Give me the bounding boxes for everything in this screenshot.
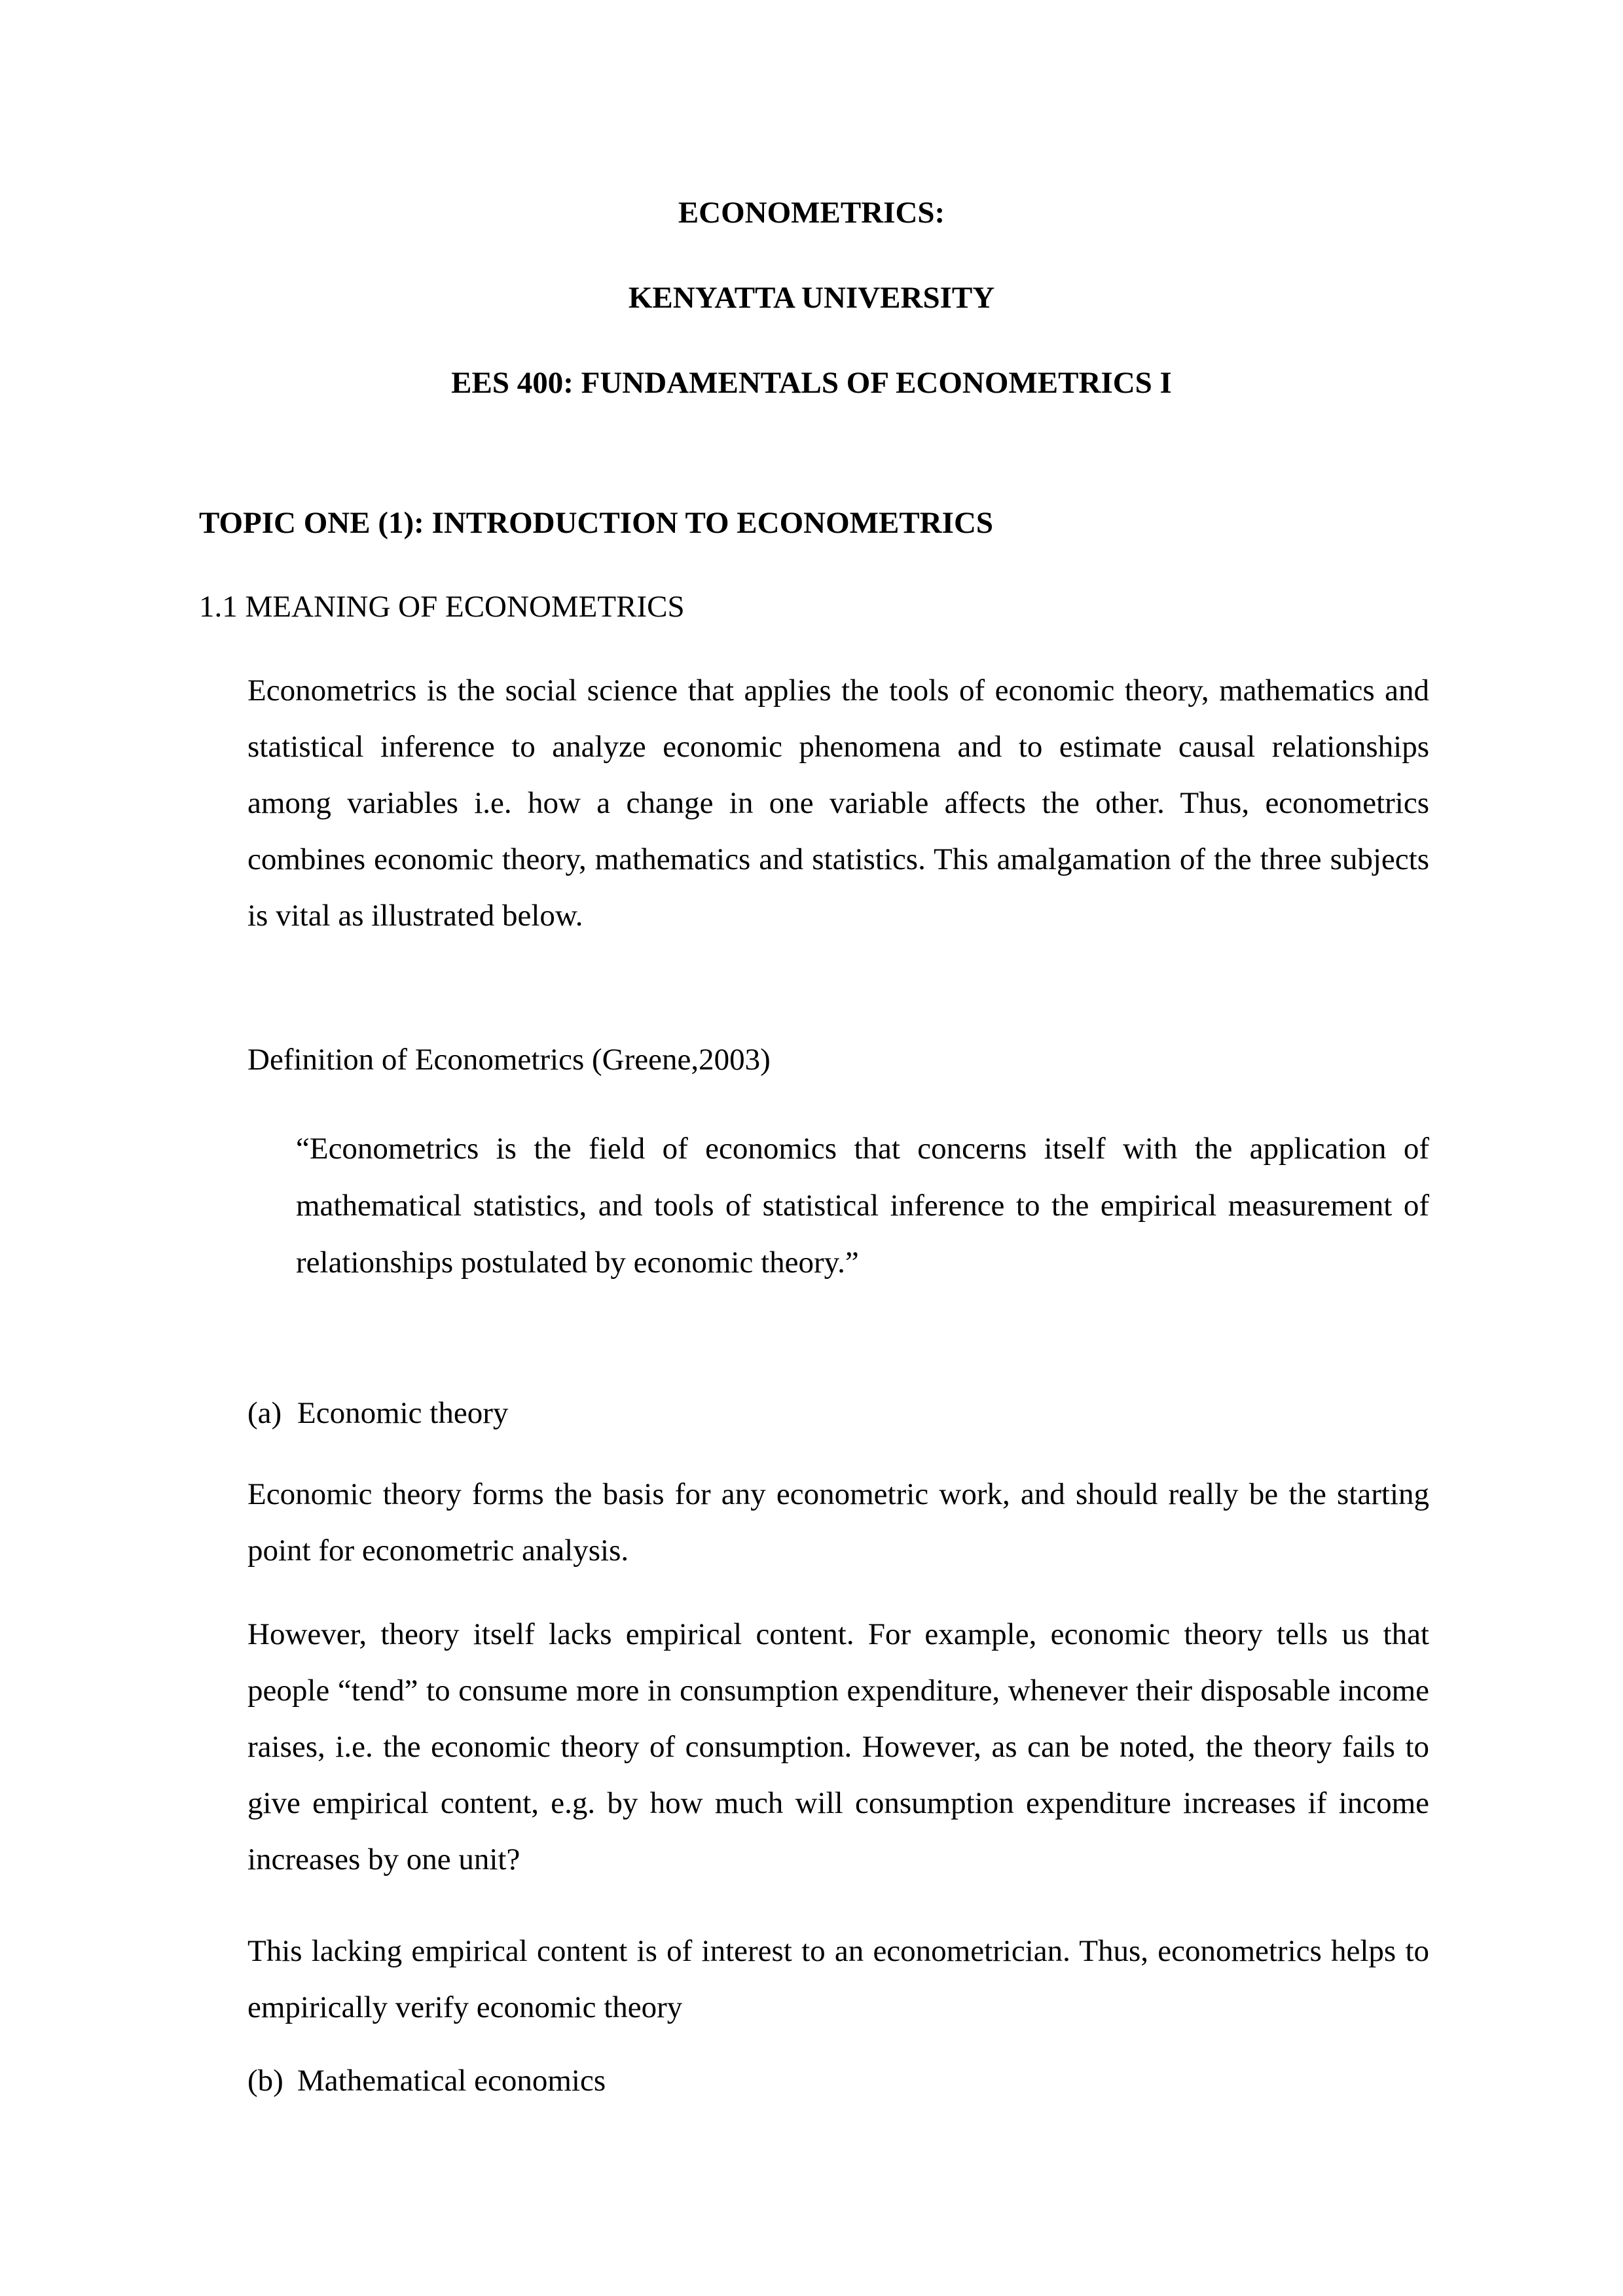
paragraph-a2: However, theory itself lacks empirical content. For example, economic theory tells us that people “tend” to consume more in consumption expenditure, whenever their disposable income raises, i.e. the economic theory of consumption. However, as can be noted, the theory fails to give empirical content, e.g. by how much will consumption expenditure increases if income increases by one unit?	[247, 1617, 1429, 1876]
definition-label: Definition of Econometrics (Greene,2003)	[247, 1043, 771, 1077]
document-title: ECONOMETRICS:	[678, 196, 945, 230]
item-b-marker: (b)	[247, 2064, 283, 2098]
course-title: EES 400: FUNDAMENTALS OF ECONOMETRICS I	[451, 366, 1172, 400]
definition-quote: “Econometrics is the field of economics that concerns itself with the application of mathematical statistics, and tools of statistical inference to the empirical measurement of relationships postulated by economic theory.”	[296, 1132, 1429, 1280]
item-a-heading	[247, 1395, 508, 1431]
section-heading: 1.1 MEANING OF ECONOMETRICS	[199, 590, 685, 624]
topic-heading: TOPIC ONE (1): INTRODUCTION TO ECONOMETRICS	[199, 506, 994, 540]
item-b-title: Mathematical economics	[297, 2064, 606, 2098]
item-a-marker: (a)	[247, 1396, 282, 1430]
paragraph-a1: Economic theory forms the basis for any econometric work, and should really be the starting point for econometric analysis.	[247, 1477, 1429, 1568]
university-name: KENYATTA UNIVERSITY	[628, 281, 995, 315]
item-b-heading	[247, 2063, 606, 2098]
item-a-title: Economic theory	[297, 1396, 509, 1430]
intro-paragraph: Econometrics is the social science that applies the tools of economic theory, mathematics and statistical inference to analyze economic phenomena and to estimate causal relationships among variables i.e. how a change in one variable affects the other. Thus, econometrics combines economic theory, mathematics and statistics. This amalgamation of the three subjects is vital as illustrated below.	[247, 673, 1429, 933]
paragraph-a3: This lacking empirical content is of interest to an econometrician. Thus, econometrics helps to empirically verify economic theory	[247, 1934, 1429, 2024]
